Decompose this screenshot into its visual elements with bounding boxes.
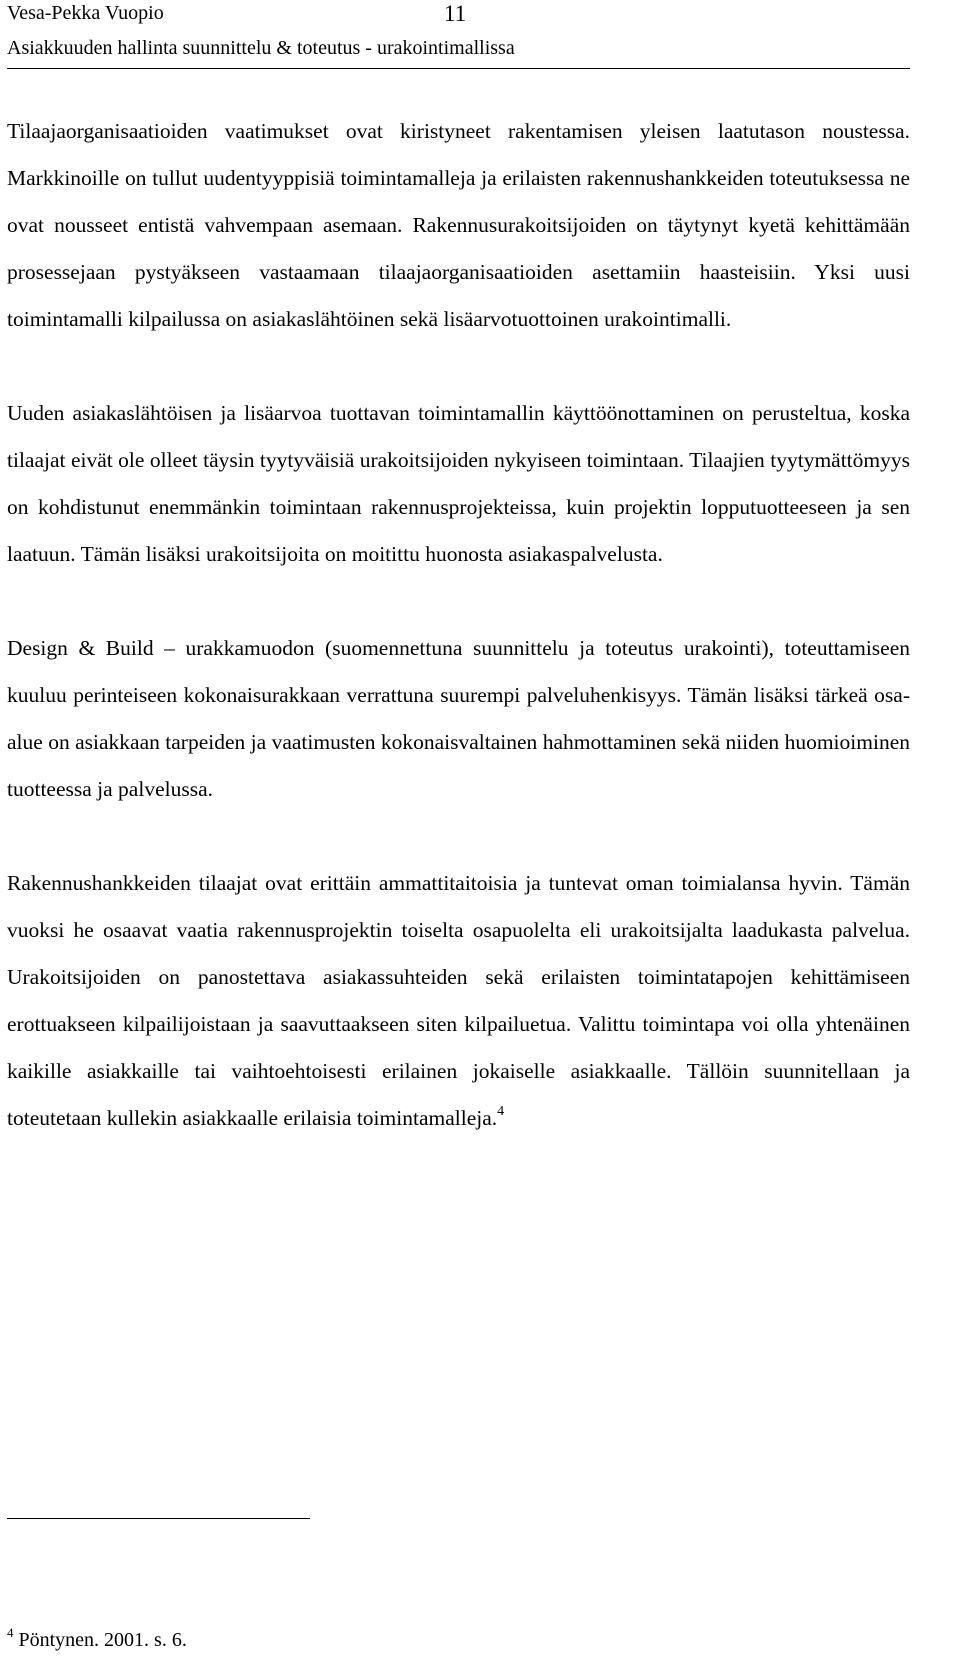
paragraph-text: Tilaajaorganisaatioiden vaatimukset ovat kiristyneet rakentamisen yleisen laatutason noustessa. Markkinoille on tullut uudentyyppisiä toimintamalleja ja erilaisten rakennushankkeiden toteutuksessa ne ovat nousseet entistä vahvempaan asemaan. Rakennusurakoitsijoiden on täytynyt kyetä kehittämään prosessejaan pystyäkseen vastaamaan tilaajaorganisaatioiden asettamiin haasteisiin. Yksi uusi toimintamalli kilpailussa on asiakaslähtöinen sekä lisäarvotuottoinen urakointimalli. xyxy=(7,119,910,331)
page-number: 11 xyxy=(444,1,467,26)
footnote-number: 4 xyxy=(7,1625,14,1640)
header-author: Vesa-Pekka Vuopio xyxy=(7,2,164,24)
paragraph xyxy=(7,860,910,1142)
paragraph xyxy=(7,625,910,813)
footnote-reference: 4 xyxy=(497,1104,505,1119)
footnote-divider xyxy=(7,1518,310,1519)
footnote xyxy=(7,1625,187,1652)
paragraph-text: Uuden asiakaslähtöisen ja lisäarvoa tuottavan toimintamallin käyttöönottaminen on perusteltua, koska tilaajat eivät ole olleet täysin tyytyväisiä urakoitsijoiden nykyiseen toimintaan. Tilaajien tyytymättömyys on kohdistunut enemmänkin toimintaan rakennusprojekteissa, kuin projektin lopputuotteeseen ja sen laatuun. Tämän lisäksi urakoitsijoita on moitittu huonosta asiakaspalvelusta. xyxy=(7,401,910,566)
body-text xyxy=(7,108,910,1142)
footnote-text: Pöntynen. 2001. s. 6. xyxy=(18,1629,187,1651)
paragraph xyxy=(7,108,910,343)
header-subtitle: Asiakkuuden hallinta suunnittelu & toteutus - urakointimallissa xyxy=(7,37,515,59)
paragraph-text: Rakennushankkeiden tilaajat ovat erittäin ammattitaitoisia ja tuntevat oman toimialansa hyvin. Tämän vuoksi he osaavat vaatia rakennusprojektin toiselta osapuolelta eli urakoitsijalta laadukasta palvelua. Urakoitsijoiden on panostettava asiakassuhteiden sekä erilaisten toimintatapojen kehittämiseen erottuakseen kilpailijoistaan ja saavuttaakseen siten kilpailuetua. Valittu toimintapa voi olla yhtenäinen kaikille asiakkaille tai vaihtoehtoisesti erilainen jokaiselle asiakkaalle. Tällöin suunnitellaan ja toteutetaan kullekin asiakkaalle erilaisia toimintamalleja. xyxy=(7,871,910,1130)
page-header xyxy=(7,0,910,69)
paragraph xyxy=(7,390,910,578)
paragraph-text: Design & Build – urakkamuodon (suomennettuna suunnittelu ja toteutus urakointi), toteuttamiseen kuuluu perinteiseen kokonaisurakkaan verrattuna suurempi palveluhenkisyys. Tämän lisäksi tärkeä osa-alue on asiakkaan tarpeiden ja vaatimusten kokonaisvaltainen hahmottaminen sekä niiden huomioiminen tuotteessa ja palvelussa. xyxy=(7,636,910,801)
